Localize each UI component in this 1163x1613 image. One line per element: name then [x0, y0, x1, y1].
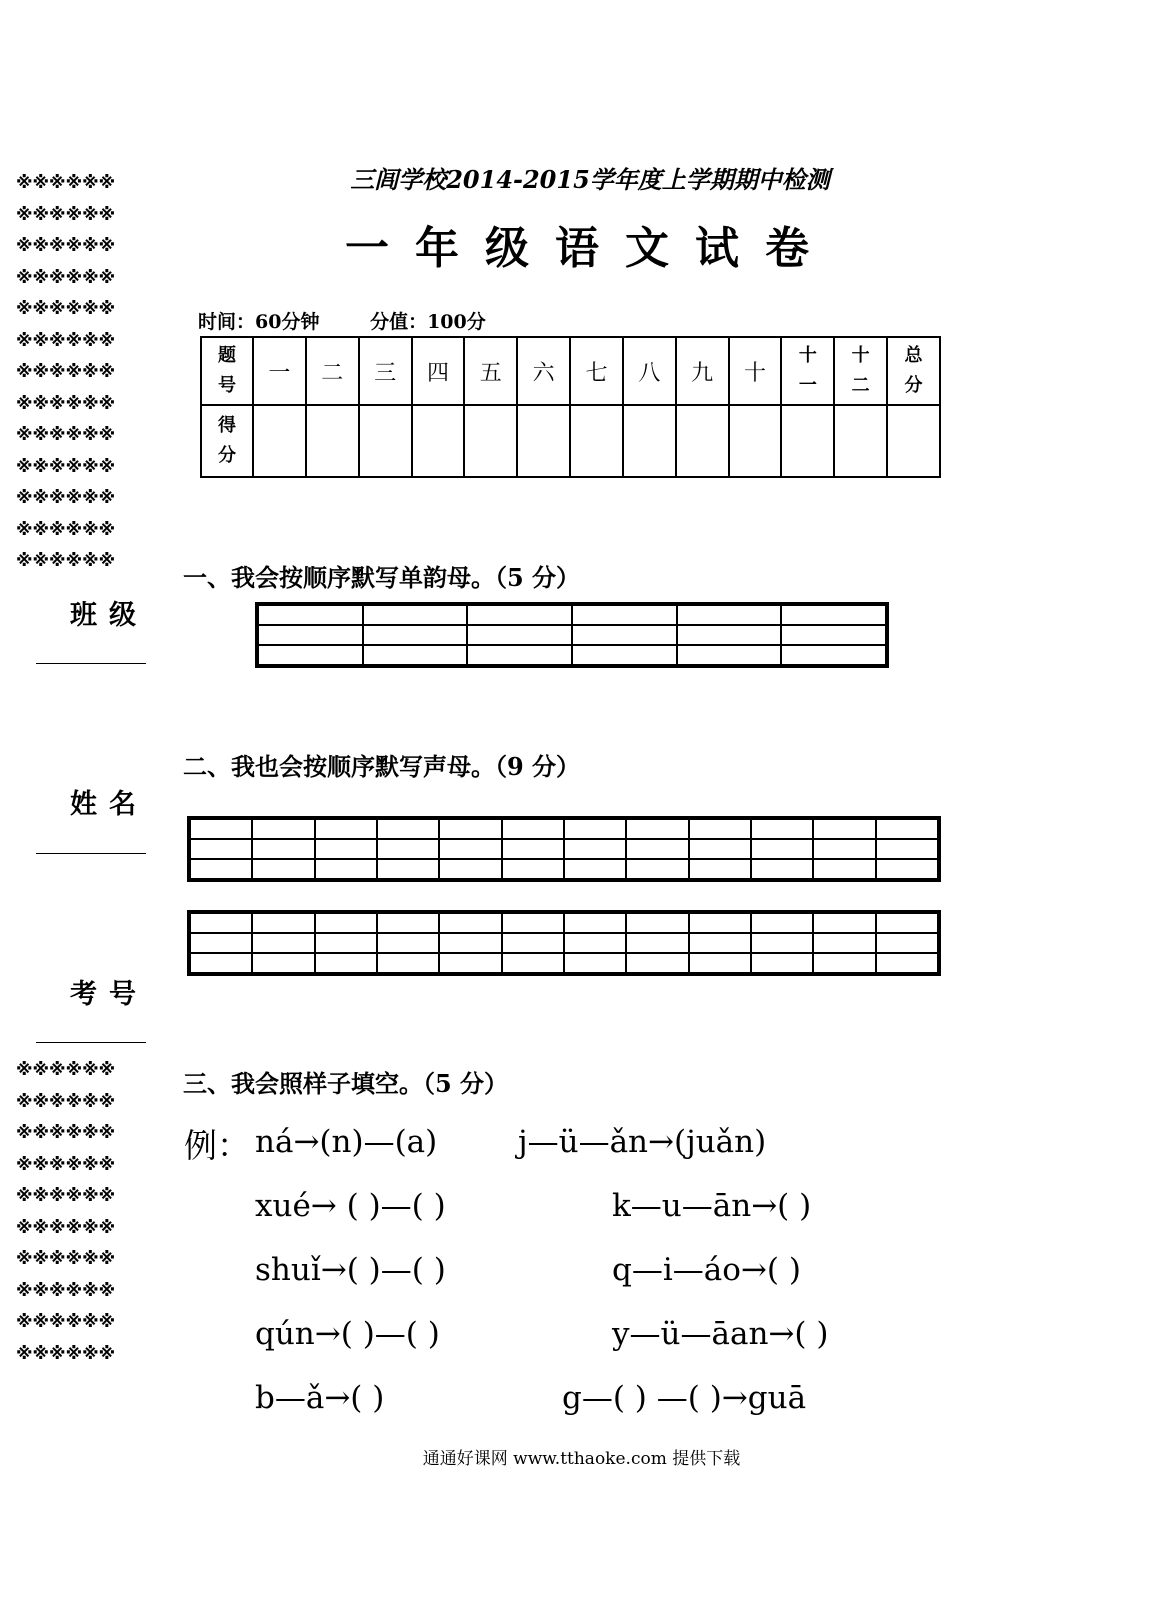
star-row: ※※※※※※ [16, 1312, 116, 1332]
star-row: ※※※※※※ [16, 1060, 116, 1080]
star-row: ※※※※※※ [16, 204, 116, 225]
star-row: ※※※※※※ [16, 299, 116, 319]
exercise-row-3-left[interactable]: qún→( )—( ) [255, 1316, 440, 1352]
question-1-heading: 一、我会按顺序默写单韵母。（5 分） [183, 563, 581, 592]
score-cell[interactable] [412, 405, 465, 477]
margin-stars-bottom [16, 1055, 146, 1370]
star-row: ※※※※※※ [16, 1217, 116, 1238]
column-header-total: 总分 [887, 337, 940, 405]
row-label-question-number: 题号 [201, 337, 253, 405]
star-row: ※※※※※※ [16, 362, 116, 382]
column-header: 八 [623, 337, 676, 405]
column-header: 一 [253, 337, 306, 405]
column-header: 三 [359, 337, 412, 405]
column-header: 二 [306, 337, 359, 405]
number-label: 考号 [70, 979, 148, 1010]
star-row: ※※※※※※ [16, 1343, 116, 1364]
star-row: ※※※※※※ [16, 1123, 116, 1143]
score-cell-total[interactable] [887, 405, 940, 477]
score-cell[interactable] [676, 405, 729, 477]
score-cell[interactable] [464, 405, 517, 477]
question-2-heading: 二、我也会按顺序默写声母。（9 分） [183, 752, 581, 781]
score-cell[interactable] [834, 405, 887, 477]
example-2: j—ü—ǎn→(juǎn) [518, 1124, 767, 1160]
number-line[interactable] [36, 1042, 146, 1043]
column-header: 九 [676, 337, 729, 405]
column-header: 六 [517, 337, 570, 405]
star-row: ※※※※※※ [16, 1249, 116, 1269]
time-info: 时间：60分钟 [198, 311, 320, 333]
column-header: 十一 [781, 337, 834, 405]
exercise-row-1-right[interactable]: k—u—ān→( ) [612, 1188, 812, 1224]
score-cell[interactable] [781, 405, 834, 477]
score-cell[interactable] [729, 405, 782, 477]
star-row: ※※※※※※ [16, 425, 116, 445]
star-row: ※※※※※※ [16, 173, 116, 193]
row-label-score: 得分 [201, 405, 253, 477]
example-1: ná→(n)—(a) [255, 1124, 438, 1160]
question-3-heading: 三、我会照样子填空。（5 分） [183, 1069, 509, 1098]
star-row: ※※※※※※ [16, 456, 116, 477]
column-header: 七 [570, 337, 623, 405]
initials-writing-grid-1[interactable] [187, 816, 941, 882]
footer-credit: 通通好课网 www.tthaoke.com 提供下载 [422, 1449, 741, 1469]
star-row: ※※※※※※ [16, 1091, 116, 1112]
star-row: ※※※※※※ [16, 1280, 116, 1301]
star-row: ※※※※※※ [16, 1154, 116, 1175]
vowel-writing-grid[interactable] [255, 602, 889, 668]
column-header: 十二 [834, 337, 887, 405]
exam-subtitle: 三闾学校2014-2015学年度上学期期中检测 [350, 165, 830, 194]
score-info: 分值：100分 [370, 311, 486, 333]
score-cell[interactable] [253, 405, 306, 477]
star-row: ※※※※※※ [16, 551, 116, 571]
column-header: 五 [464, 337, 517, 405]
star-row: ※※※※※※ [16, 330, 116, 351]
star-row: ※※※※※※ [16, 236, 116, 256]
column-header: 四 [412, 337, 465, 405]
score-cell[interactable] [359, 405, 412, 477]
star-row: ※※※※※※ [16, 267, 116, 288]
exercise-row-3-right[interactable]: y—ü—āan→( ) [612, 1316, 829, 1352]
exercise-row-4-right[interactable]: g—( ) —( )→guā [562, 1380, 807, 1416]
column-header: 十 [729, 337, 782, 405]
exercise-row-2-left[interactable]: shuǐ→( )—( ) [255, 1252, 446, 1288]
score-cell[interactable] [623, 405, 676, 477]
initials-writing-grid-2[interactable] [187, 910, 941, 976]
star-row: ※※※※※※ [16, 519, 116, 540]
name-label: 姓名 [70, 789, 148, 820]
star-row: ※※※※※※ [16, 393, 116, 414]
exercise-row-2-right[interactable]: q—i—áo→( ) [612, 1252, 801, 1288]
score-cell[interactable] [570, 405, 623, 477]
score-table [200, 336, 941, 478]
name-line[interactable] [36, 853, 146, 854]
score-cell[interactable] [517, 405, 570, 477]
example-label: 例： [184, 1126, 250, 1165]
class-label: 班级 [70, 600, 148, 631]
star-row: ※※※※※※ [16, 488, 116, 508]
class-line[interactable] [36, 663, 146, 664]
exercise-row-1-left[interactable]: xué→ ( )—( ) [255, 1188, 446, 1224]
star-row: ※※※※※※ [16, 1186, 116, 1206]
score-cell[interactable] [306, 405, 359, 477]
margin-stars-top [16, 168, 146, 578]
exercise-row-4-left[interactable]: b—ǎ→( ) [255, 1380, 385, 1416]
exam-meta [198, 307, 486, 334]
exam-title: 一年级语文试卷 [345, 223, 835, 274]
